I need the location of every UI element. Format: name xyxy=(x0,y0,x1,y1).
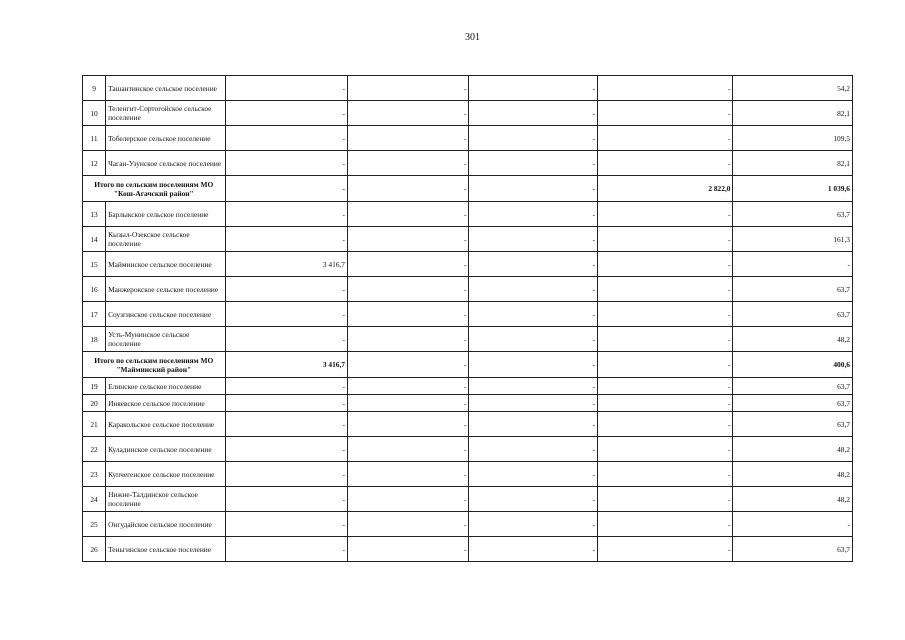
value-cell: 82,1 xyxy=(733,101,853,126)
value-cell: - xyxy=(225,76,347,101)
value-cell: - xyxy=(597,101,733,126)
value-cell: - xyxy=(348,437,469,462)
settlement-name: Кызыл-Озекское сельское поселение xyxy=(106,227,225,252)
value-cell: 48,2 xyxy=(733,327,853,352)
value-cell: - xyxy=(225,151,347,176)
value-cell: - xyxy=(733,512,853,537)
value-cell: - xyxy=(597,412,733,437)
value-cell: - xyxy=(348,252,469,277)
table-row xyxy=(83,437,853,462)
value-cell: - xyxy=(225,512,347,537)
value-cell: - xyxy=(348,378,469,395)
value-cell: - xyxy=(348,352,469,378)
value-cell: 48,2 xyxy=(733,437,853,462)
value-cell: 48,2 xyxy=(733,487,853,512)
table-row xyxy=(83,252,853,277)
row-number: 18 xyxy=(83,327,106,352)
settlement-name: Ташантинское сельское поселение xyxy=(106,76,225,101)
value-cell: - xyxy=(348,537,469,562)
value-cell: - xyxy=(469,151,598,176)
settlement-name: Онгудайское сельское поселение xyxy=(106,512,225,537)
value-cell: - xyxy=(225,378,347,395)
value-cell: - xyxy=(597,378,733,395)
value-cell: - xyxy=(225,202,347,227)
value-cell: - xyxy=(469,437,598,462)
value-cell: - xyxy=(225,227,347,252)
table-row xyxy=(83,227,853,252)
page-number: 301 xyxy=(465,32,480,43)
value-cell: - xyxy=(348,176,469,202)
value-cell: - xyxy=(597,202,733,227)
value-cell: 3 416,7 xyxy=(225,252,347,277)
value-cell: - xyxy=(597,437,733,462)
row-number: 13 xyxy=(83,202,106,227)
value-cell: 82,1 xyxy=(733,151,853,176)
settlement-name: Чаган-Узунское сельское поселение xyxy=(106,151,225,176)
value-cell: - xyxy=(597,302,733,327)
value-cell: - xyxy=(597,462,733,487)
value-cell: - xyxy=(597,512,733,537)
table-row xyxy=(83,277,853,302)
value-cell: 63,7 xyxy=(733,277,853,302)
total-row xyxy=(83,352,853,378)
value-cell: - xyxy=(469,227,598,252)
value-cell: - xyxy=(469,537,598,562)
value-cell: 400,6 xyxy=(733,352,853,378)
table-row xyxy=(83,327,853,352)
value-cell: - xyxy=(597,126,733,151)
row-number: 16 xyxy=(83,277,106,302)
value-cell: 48,2 xyxy=(733,462,853,487)
row-number: 10 xyxy=(83,101,106,126)
value-cell: - xyxy=(348,126,469,151)
value-cell: - xyxy=(733,252,853,277)
value-cell: - xyxy=(225,395,347,412)
value-cell: - xyxy=(348,277,469,302)
row-number: 20 xyxy=(83,395,106,412)
table-row xyxy=(83,412,853,437)
value-cell: 63,7 xyxy=(733,302,853,327)
settlement-name: Куладинское сельское поселение xyxy=(106,437,225,462)
row-number: 19 xyxy=(83,378,106,395)
value-cell: - xyxy=(225,101,347,126)
row-number: 9 xyxy=(83,76,106,101)
value-cell: - xyxy=(469,412,598,437)
value-cell: - xyxy=(597,277,733,302)
total-label: Итого по сельским поселениям МО "Майминский район" xyxy=(83,352,226,378)
value-cell: - xyxy=(469,302,598,327)
value-cell: - xyxy=(469,395,598,412)
value-cell: - xyxy=(469,202,598,227)
row-number: 24 xyxy=(83,487,106,512)
row-number: 11 xyxy=(83,126,106,151)
value-cell: - xyxy=(225,412,347,437)
settlement-name: Соузгинское сельское поселение xyxy=(106,302,225,327)
value-cell: - xyxy=(469,176,598,202)
value-cell: 63,7 xyxy=(733,378,853,395)
row-number: 22 xyxy=(83,437,106,462)
value-cell: - xyxy=(469,101,598,126)
value-cell: - xyxy=(469,352,598,378)
value-cell: 2 822,0 xyxy=(597,176,733,202)
value-cell: 54,2 xyxy=(733,76,853,101)
value-cell: - xyxy=(597,352,733,378)
value-cell: - xyxy=(225,126,347,151)
row-number: 14 xyxy=(83,227,106,252)
table-row xyxy=(83,151,853,176)
settlement-name: Каракольское сельское поселение xyxy=(106,412,225,437)
settlement-name: Нижне-Талдинское сельское поселение xyxy=(106,487,225,512)
value-cell: - xyxy=(469,378,598,395)
value-cell: - xyxy=(225,437,347,462)
value-cell: - xyxy=(348,151,469,176)
value-cell: - xyxy=(597,487,733,512)
table-row xyxy=(83,126,853,151)
value-cell: 161,3 xyxy=(733,227,853,252)
value-cell: - xyxy=(597,537,733,562)
table-row xyxy=(83,395,853,412)
value-cell: - xyxy=(469,277,598,302)
value-cell: - xyxy=(469,76,598,101)
value-cell: - xyxy=(597,252,733,277)
row-number: 21 xyxy=(83,412,106,437)
value-cell: 63,7 xyxy=(733,395,853,412)
value-cell: - xyxy=(225,327,347,352)
table-row xyxy=(83,537,853,562)
value-cell: - xyxy=(597,395,733,412)
value-cell: - xyxy=(348,327,469,352)
settlement-name: Барлыкское сельское поселение xyxy=(106,202,225,227)
value-cell: - xyxy=(225,302,347,327)
table-row xyxy=(83,101,853,126)
settlement-name: Теленгит-Сортогойское сельское поселение xyxy=(106,101,225,126)
value-cell: - xyxy=(348,395,469,412)
value-cell: - xyxy=(597,227,733,252)
value-cell: - xyxy=(225,176,347,202)
value-cell: - xyxy=(469,512,598,537)
value-cell: 109,5 xyxy=(733,126,853,151)
settlement-name: Купчегенское сельское поселение xyxy=(106,462,225,487)
value-cell: - xyxy=(469,126,598,151)
total-label: Итого по сельским поселениям МО "Кош-Агачский район" xyxy=(83,176,226,202)
row-number: 25 xyxy=(83,512,106,537)
row-number: 17 xyxy=(83,302,106,327)
value-cell: - xyxy=(597,151,733,176)
settlement-name: Майминское сельское поселение xyxy=(106,252,225,277)
table-row xyxy=(83,378,853,395)
row-number: 26 xyxy=(83,537,106,562)
settlement-name: Теньгинское сельское поселение xyxy=(106,537,225,562)
value-cell: - xyxy=(469,487,598,512)
row-number: 12 xyxy=(83,151,106,176)
value-cell: 63,7 xyxy=(733,202,853,227)
value-cell: - xyxy=(348,76,469,101)
value-cell: - xyxy=(348,302,469,327)
value-cell: - xyxy=(348,487,469,512)
value-cell: - xyxy=(469,252,598,277)
table-row xyxy=(83,202,853,227)
value-cell: - xyxy=(597,327,733,352)
value-cell: - xyxy=(597,76,733,101)
value-cell: - xyxy=(348,462,469,487)
value-cell: - xyxy=(469,327,598,352)
value-cell: 3 416,7 xyxy=(225,352,347,378)
table-row xyxy=(83,302,853,327)
settlement-name: Тобелерское сельское поселение xyxy=(106,126,225,151)
budget-table xyxy=(82,75,853,562)
value-cell: - xyxy=(225,487,347,512)
total-row xyxy=(83,176,853,202)
table-row xyxy=(83,512,853,537)
value-cell: - xyxy=(225,537,347,562)
value-cell: - xyxy=(225,462,347,487)
settlement-name: Манжерокское сельское поселение xyxy=(106,277,225,302)
value-cell: 63,7 xyxy=(733,412,853,437)
value-cell: - xyxy=(348,512,469,537)
value-cell: - xyxy=(469,462,598,487)
value-cell: 63,7 xyxy=(733,537,853,562)
row-number: 15 xyxy=(83,252,106,277)
row-number: 23 xyxy=(83,462,106,487)
settlement-name: Елинское сельское поселение xyxy=(106,378,225,395)
value-cell: 1 039,6 xyxy=(733,176,853,202)
table-row xyxy=(83,76,853,101)
settlement-name: Иняевское сельское поселение xyxy=(106,395,225,412)
value-cell: - xyxy=(348,412,469,437)
value-cell: - xyxy=(348,227,469,252)
settlement-name: Усть-Мунинское сельское поселение xyxy=(106,327,225,352)
value-cell: - xyxy=(348,101,469,126)
table-row xyxy=(83,487,853,512)
value-cell: - xyxy=(348,202,469,227)
table-body xyxy=(83,76,853,562)
table-row xyxy=(83,462,853,487)
value-cell: - xyxy=(225,277,347,302)
